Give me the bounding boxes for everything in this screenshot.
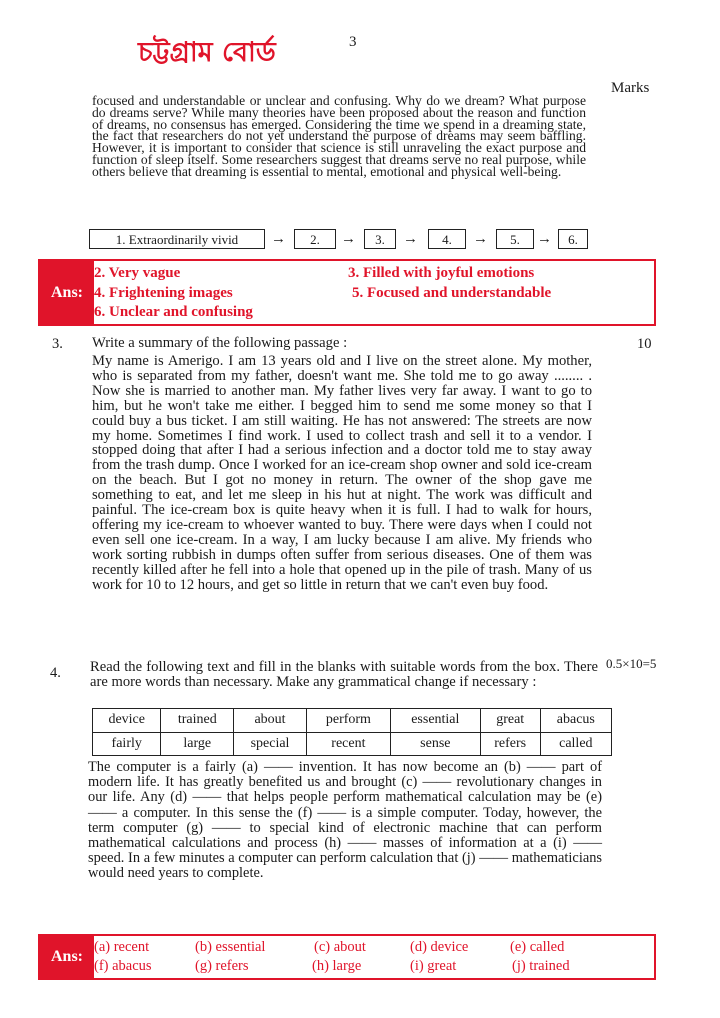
word-cell: about bbox=[234, 709, 307, 733]
answer-item: (j) trained bbox=[512, 958, 570, 974]
word-cell: fairly bbox=[93, 732, 161, 756]
word-cell: sense bbox=[390, 732, 480, 756]
answer-item: 5. Focused and understandable bbox=[352, 285, 552, 301]
flow-box-1: 1. Extraordinarily vivid bbox=[89, 229, 265, 249]
q4-marks: 0.5×10=5 bbox=[606, 656, 657, 671]
answer-item: (i) great bbox=[410, 958, 457, 974]
flow-arrow: → bbox=[403, 231, 418, 247]
q3-marks: 10 bbox=[637, 336, 652, 352]
q3-passage: My name is Amerigo. I am 13 years old and I live on the street alone. My mother, who is separated from my father, doesn't want me. She told me to go away ........ . Now she is married to another man. My father lives very far away. I want to go to him, but he won't take me either. I begged him to send me some money so that I could buy a bus ticket. I am still waiting. He has not answered: The streets are now my home. Sometimes I find work. I used to collect trash and sell it to a vendor. I stopped doing that after I had a serious infection and a doctor told me to stay away from the trash dump. Once I worked for an ice-cream shop owner and sold ice-cream on the beach. But I got no money in return. The owner of the shop gave me something to eat, and let me sleep in his hut at night. The work was difficult and painful. The ice-cream box is quite heavy when it is full. I had to walk for hours, offering my ice-cream to whoever wanted to buy. There were days when I could not even sell one ice-cream. In a way, I am lucky because I am alive. My friends who work sorting rubbish in dumps often suffer from serious diseases. One of them was recently killed after he fell into a hole that opened up in the pile of trash. Many of us work for 10 to 12 hours, and get so little in return that we can't even buy food. bbox=[92, 353, 592, 593]
flow-box-3: 3. bbox=[364, 229, 396, 249]
answer-item: (a) recent bbox=[94, 939, 150, 955]
answer-item: (h) large bbox=[312, 958, 362, 974]
word-cell: abacus bbox=[540, 709, 611, 733]
question-number-4: 4. bbox=[50, 665, 61, 681]
answer-item: (g) refers bbox=[195, 958, 249, 974]
answer-item: 6. Unclear and confusing bbox=[94, 304, 253, 320]
answer-item: 3. Filled with joyful emotions bbox=[348, 265, 535, 281]
answer-box-q2 bbox=[38, 259, 656, 326]
answer-label: Ans: bbox=[40, 261, 94, 324]
page-number: 3 bbox=[349, 34, 357, 50]
word-cell: essential bbox=[390, 709, 480, 733]
flow-arrow: → bbox=[271, 231, 286, 247]
flow-arrow: → bbox=[341, 231, 356, 247]
answer-item: (d) device bbox=[410, 939, 469, 955]
answer-item: (b) essential bbox=[195, 939, 266, 955]
q2-passage: focused and understandable or unclear and confusing. Why do we dream? What purpose do dreams serve? While many theories have been proposed about the reason and function of dreams, no consensus has emerged. Considering the time we spend in a dreaming state, the fact that researchers do not yet understand the purpose of dreams may seem baffling. However, it is important to consider that science is still unraveling the exact purpose and function of sleep itself. Some researchers suggest that dreams serve no real purpose, while others believe that dreaming is essential to mental, emotional and physical well-being. bbox=[92, 93, 586, 179]
word-cell: device bbox=[93, 709, 161, 733]
flow-box-2: 2. bbox=[294, 229, 336, 249]
word-cell: refers bbox=[480, 732, 540, 756]
word-cell: great bbox=[480, 709, 540, 733]
word-cell: recent bbox=[306, 732, 390, 756]
word-row bbox=[93, 732, 612, 756]
q3-prompt: Write a summary of the following passage : bbox=[92, 335, 348, 351]
answer-label: Ans: bbox=[40, 936, 94, 978]
word-cell: large bbox=[161, 732, 234, 756]
answer-item: (e) called bbox=[510, 939, 565, 955]
marks-header: Marks bbox=[611, 80, 650, 96]
answer-box-q4 bbox=[38, 934, 656, 980]
flow-box-6: 6. bbox=[558, 229, 588, 249]
word-row bbox=[93, 709, 612, 733]
word-cell: special bbox=[234, 732, 307, 756]
answer-item: 4. Frightening images bbox=[94, 285, 233, 301]
flow-box-4: 4. bbox=[428, 229, 466, 249]
word-cell: perform bbox=[306, 709, 390, 733]
flow-arrow: → bbox=[473, 231, 488, 247]
answer-item: (c) about bbox=[314, 939, 366, 955]
q4-prompt: Read the following text and fill in the blanks with suitable words from the box. There are more words than necessary. Make any grammatical change if necessary : bbox=[90, 659, 598, 691]
q4-passage: The computer is a fairly (a) —— invention. It has now become an (b) —— part of modern life. It has greatly benefited us and brought (c) —— revolutionary changes in our life. Any (d) —— that helps people perform mathematical calculation may be (e) —— a computer. In this sense the (f) —— is a simple computer. Today, however, the term computer (g) —— to special kind of electronic machine that can perform mathematical calculations and process (h) —— masses of information at a (i) —— speed. In a few minutes a computer can perform calculation that (j) —— mathematicians would need years to complete. bbox=[88, 759, 602, 882]
flow-box-5: 5. bbox=[496, 229, 534, 249]
word-cell: called bbox=[540, 732, 611, 756]
answer-item: (f) abacus bbox=[94, 958, 152, 974]
answer-item: 2. Very vague bbox=[94, 265, 181, 281]
flow-chart bbox=[89, 229, 589, 251]
question-number-3: 3. bbox=[52, 336, 63, 352]
word-cell: trained bbox=[161, 709, 234, 733]
flow-arrow: → bbox=[537, 231, 552, 247]
word-box bbox=[92, 708, 612, 756]
board-title: চট্টগ্রাম বোর্ড bbox=[138, 37, 276, 68]
